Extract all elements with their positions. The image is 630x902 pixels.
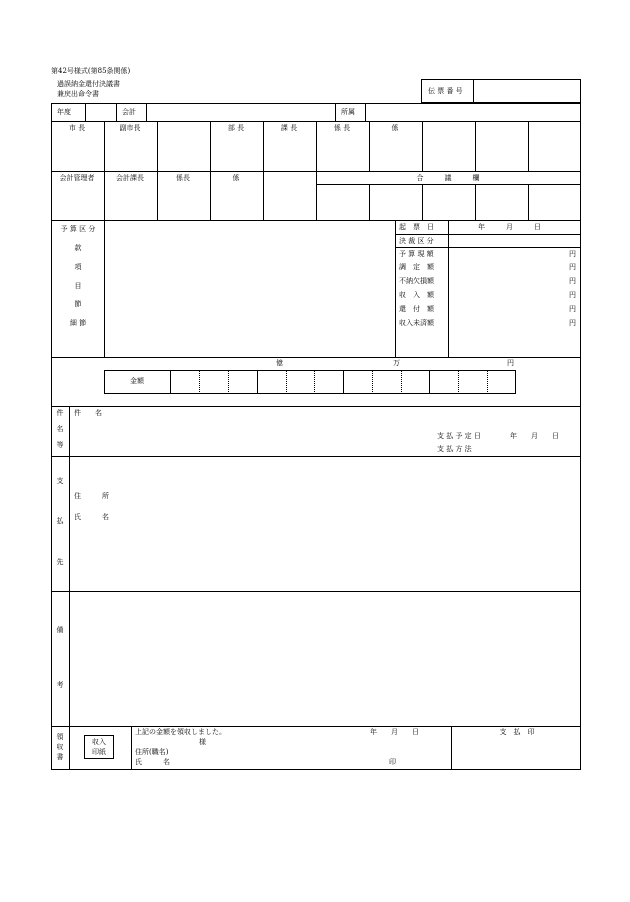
receipt-statement: 上記の金額を領収しました。 <box>135 728 226 736</box>
unit-oku: 億 <box>276 359 283 367</box>
approval-accounting-subsection-chief-label: 係長 <box>176 174 190 182</box>
budget-kou-label: 項 <box>74 263 82 271</box>
pay-method-label: 支 払 方 法 <box>437 445 472 453</box>
receipt-date: 年 月 日 <box>370 728 419 736</box>
budget-current-value: 円 <box>569 250 576 258</box>
approval-mayor-label: 市 長 <box>68 124 86 132</box>
approval-section-chief-label: 課 長 <box>280 124 298 132</box>
subject-side-char-1: 件 <box>56 409 64 417</box>
loss-amount-label: 不納欠損額 <box>399 277 434 285</box>
budget-setsu-label: 節 <box>74 300 82 308</box>
payee-name-label: 氏 名 <box>74 513 109 521</box>
uncollected-amount-label: 収入未済額 <box>399 319 434 327</box>
form-number: 第42号様式(第85条関係) <box>51 67 131 75</box>
payment-seal-label: 支 払 印 <box>499 728 535 736</box>
approval-accounting-staff-label: 係 <box>232 174 240 182</box>
receipt-name-label: 氏 名 <box>135 758 170 766</box>
dept-label: 所属 <box>341 108 355 116</box>
amount-label: 金額 <box>130 377 144 385</box>
income-amount-value: 円 <box>569 291 576 299</box>
assessed-amount-label: 調 定 額 <box>399 263 434 271</box>
approval-accounting-section-chief-label: 会計課長 <box>116 174 144 182</box>
remarks-side-char-1: 備 <box>56 626 64 634</box>
receipt-sama: 様 <box>199 738 206 746</box>
year-label: 年度 <box>57 108 71 116</box>
refund-amount-label: 還 付 額 <box>399 305 434 313</box>
pay-date-value: 年 月 日 <box>510 432 559 440</box>
budget-current-label: 予 算 現 額 <box>399 250 434 258</box>
budget-category-label: 予 算 区 分 <box>60 225 96 233</box>
loss-amount-value: 円 <box>569 277 576 285</box>
approval-type-label: 決 裁 区 分 <box>399 237 434 245</box>
assessed-amount-value: 円 <box>569 263 576 271</box>
payee-side-char-1: 支 <box>56 477 64 485</box>
unit-en: 円 <box>507 359 514 367</box>
receipt-side-char-1: 領 <box>56 733 64 741</box>
receipt-side-char-3: 書 <box>56 753 64 761</box>
receipt-seal: 印 <box>389 758 396 766</box>
budget-kan-label: 款 <box>74 244 82 252</box>
account-label: 会計 <box>122 108 136 116</box>
budget-saisetsu-label: 細 節 <box>69 319 87 327</box>
approval-accounting-manager-label: 会計管理者 <box>59 174 95 182</box>
payee-side-char-2: 払 <box>56 517 64 525</box>
uncollected-amount-value: 円 <box>569 319 576 327</box>
income-amount-label: 収 入 額 <box>399 291 434 299</box>
budget-moku-label: 目 <box>74 282 82 290</box>
revenue-stamp-line1: 収入 <box>92 738 106 746</box>
remarks-side-char-2: 考 <box>56 681 64 689</box>
draft-date-value: 年 月 日 <box>478 223 541 231</box>
unit-man: 万 <box>393 359 400 367</box>
amount-box <box>104 370 516 394</box>
pay-date-label: 支 払 予 定 日 <box>437 432 481 440</box>
receipt-side-char-2: 収 <box>56 743 64 751</box>
draft-date-label: 起 票 日 <box>399 223 434 231</box>
form-title-line1: 過誤納金還付決議書 <box>57 80 120 88</box>
refund-amount-value: 円 <box>569 305 576 313</box>
slip-number-label: 伝 票 番 号 <box>428 87 463 95</box>
approval-deputy-mayor-label: 副市長 <box>119 124 141 132</box>
approval-subsection-chief-label: 係 長 <box>333 124 351 132</box>
form-title-line2: 兼戻出命令書 <box>57 90 99 98</box>
revenue-stamp-line2: 印紙 <box>92 748 106 756</box>
subject-side-char-3: 等 <box>56 441 64 449</box>
receipt-address-label: 住所(職名) <box>135 748 169 756</box>
subject-side-char-2: 名 <box>56 425 64 433</box>
payee-address-label: 住 所 <box>74 492 109 500</box>
payee-side-char-3: 先 <box>56 558 64 566</box>
subject-name-label: 件 名 <box>74 409 102 417</box>
approval-staff-label: 係 <box>391 124 399 132</box>
consultation-label: 合 議 欄 <box>416 174 480 182</box>
approval-director-label: 部 長 <box>227 124 245 132</box>
